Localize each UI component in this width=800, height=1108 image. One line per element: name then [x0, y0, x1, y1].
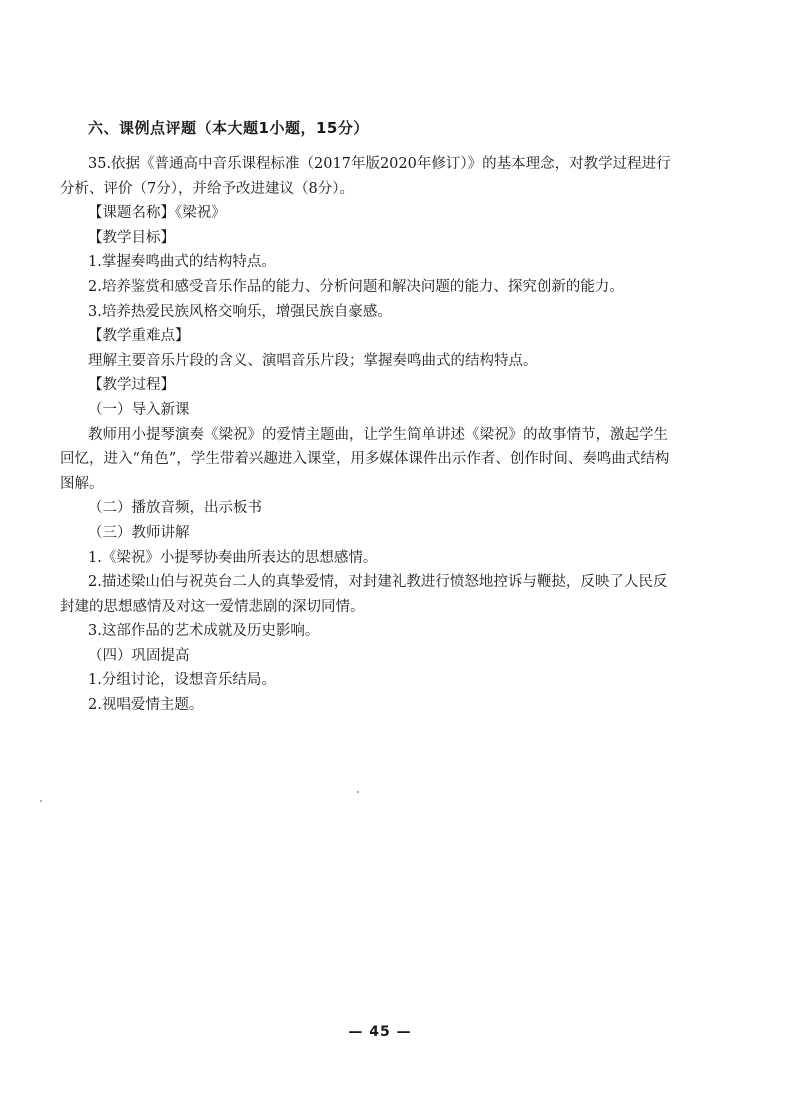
step-item: 1.分组讨论，设想音乐结局。	[88, 672, 276, 689]
question-body	[60, 152, 672, 718]
goals-label: 【教学目标】	[88, 229, 175, 246]
step-title: （四）巩固提高	[88, 647, 190, 664]
step-title: （一）导入新课	[88, 401, 190, 418]
key-points-label: 【教学重难点】	[88, 328, 190, 345]
section-heading: 六、课例点评题（本大题1小题，15分）	[88, 119, 369, 137]
question-text: 35.依据《普通高中音乐课程标准（2017年版2020年修订）》的基本理念，对教学过程进行分析、评价（7分），并给予改进建议（8分）。	[60, 156, 671, 197]
step-title: （三）教师讲解	[88, 524, 190, 541]
step-title: （二）播放音频，出示板书	[88, 500, 262, 517]
scan-speck	[40, 800, 42, 802]
goal-item: 2.培养鉴赏和感受音乐作品的能力、分析问题和解决问题的能力、探究创新的能力。	[88, 278, 624, 295]
goal-item: 1.掌握奏鸣曲式的结构特点。	[88, 254, 276, 271]
step-item: 1.《梁祝》小提琴协奏曲所表达的思想感情。	[88, 549, 378, 566]
step-item: 2.视唱爱情主题。	[88, 697, 204, 714]
topic-label: 【课题名称】《梁祝》	[88, 205, 226, 222]
goal-item: 3.培养热爱民族风格交响乐，增强民族自豪感。	[88, 303, 392, 320]
step-text: 教师用小提琴演奏《梁祝》的爱情主题曲，让学生简单讲述《梁祝》的故事情节，激起学生回忆，进入“角色”，学生带着兴趣进入课堂，用多媒体课件出示作者、创作时间、奏鸣曲式结构图解。	[60, 426, 670, 492]
process-label: 【教学过程】	[88, 377, 175, 394]
page-number: — 45 —	[348, 1024, 412, 1040]
key-points-text: 理解主要音乐片段的含义、演唱音乐片段；掌握奏鸣曲式的结构特点。	[88, 352, 538, 369]
scan-speck	[357, 791, 359, 793]
step-item: 3.这部作品的艺术成就及历史影响。	[88, 623, 320, 640]
step-item: 2.描述梁山伯与祝英台二人的真挚爱情，对封建礼教进行愤怒地控诉与鞭挞，反映了人民反封建的思想感情及对这一爱情悲剧的深切同情。	[60, 574, 668, 615]
